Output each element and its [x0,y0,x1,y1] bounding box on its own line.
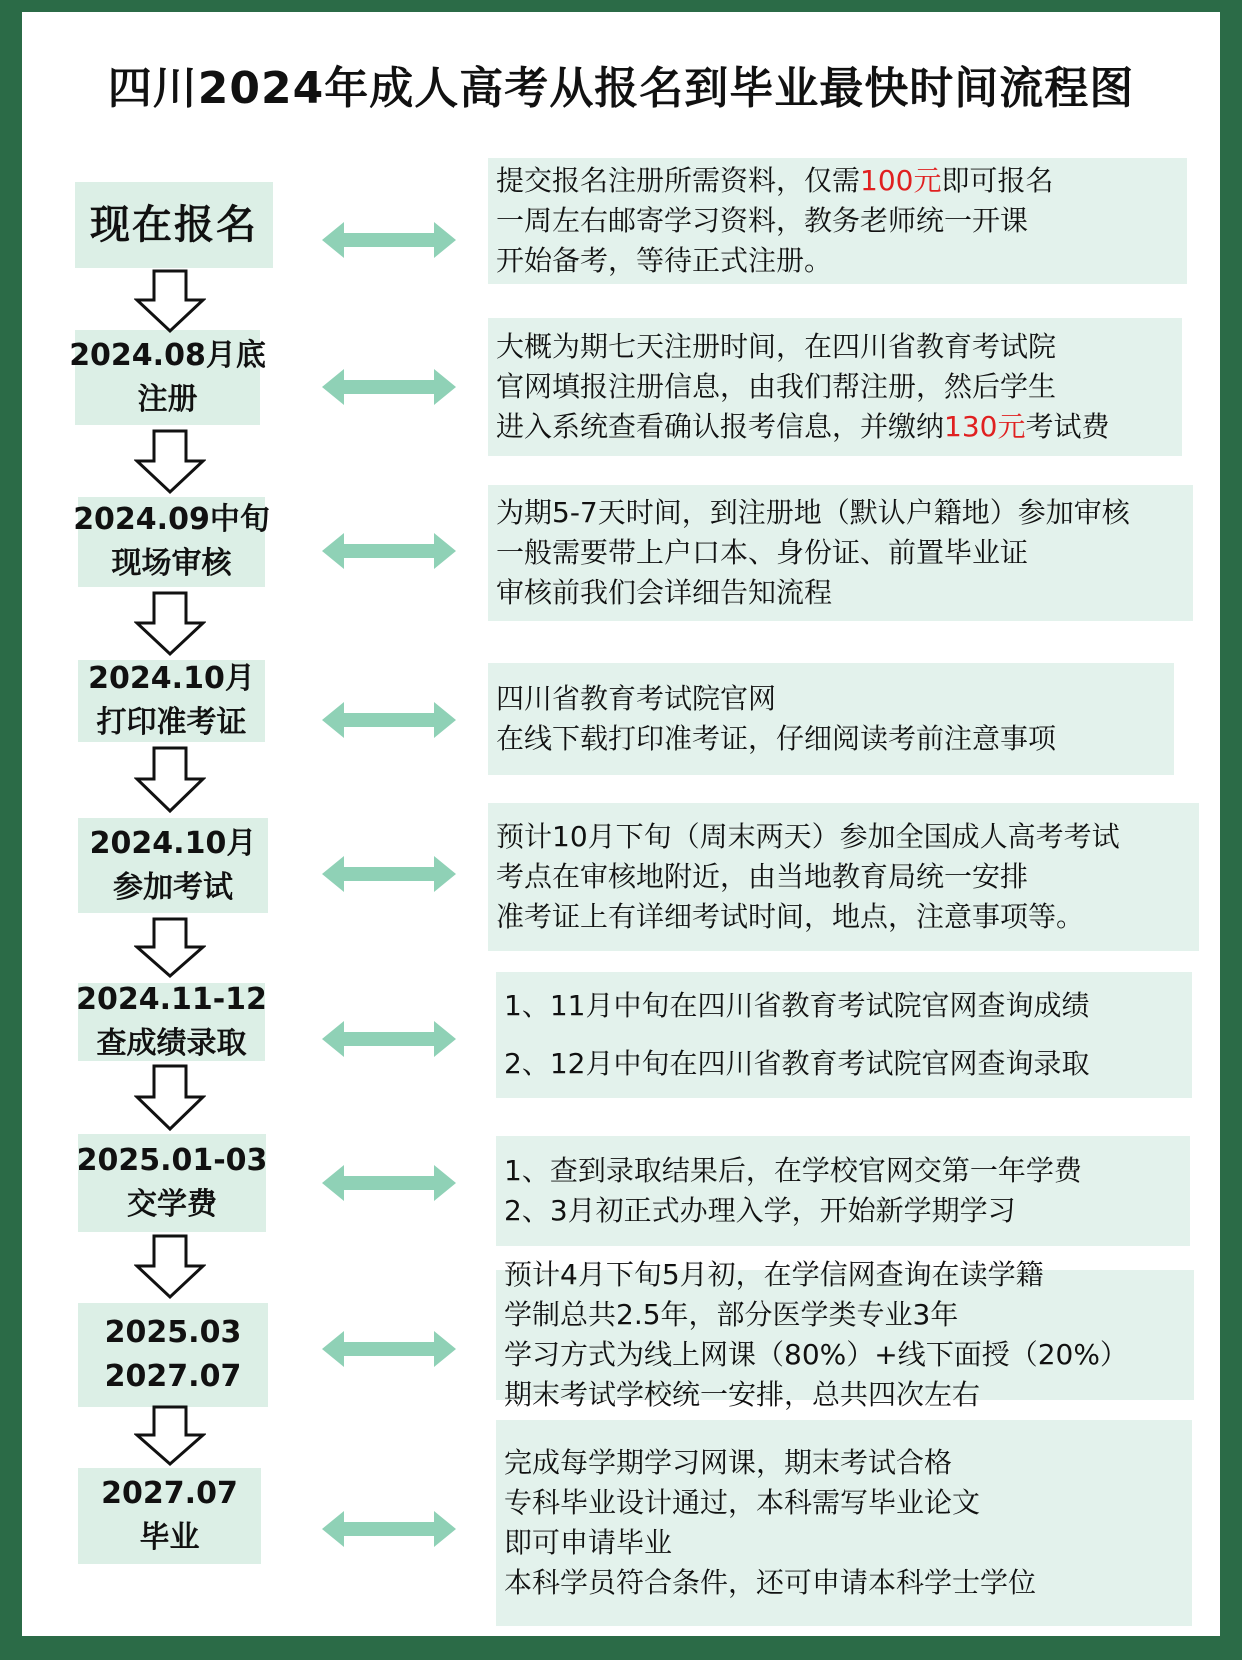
description-line [504,1523,1192,1563]
down-arrow-icon [134,429,206,495]
line-text: 为期5-7天时间，到注册地（默认户籍地）参加审核 [496,496,1130,529]
down-arrow-icon [134,746,206,814]
line-text: 在线下载打印准考证，仔细阅读考前注意事项 [496,722,1057,755]
double-arrow-icon [322,700,456,740]
line-text: 预计10月下旬（周末两天）参加全国成人高考考试 [496,820,1120,853]
description-line [504,1035,1192,1093]
description-line [496,897,1199,937]
double-arrow-icon [322,1019,456,1059]
description-line [504,1443,1192,1483]
down-arrow-icon [134,1064,206,1132]
line-text: 2、12月中旬在四川省教育考试院官网查询录取 [504,1047,1090,1080]
line-text: 学制总共2.5年，部分医学类专业3年 [504,1298,959,1331]
fee-highlight: 130元 [944,410,1026,443]
step-description [488,318,1182,456]
down-arrow-icon [134,917,206,979]
step-box [78,660,265,742]
line-text: 即可报名 [941,164,1054,197]
step-box [73,497,270,587]
step-box [69,330,266,425]
step-description [488,158,1187,284]
description-line [496,817,1199,857]
line-text: 完成每学期学习网课，期末考试合格 [504,1446,953,1479]
description-line [504,1191,1190,1231]
down-arrow-icon [134,269,206,334]
step-description [488,803,1199,951]
step-sublabel: 交学费 [127,1187,217,1222]
step-box [78,983,265,1061]
line-text: 准考证上有详细考试时间，地点，注意事项等。 [496,900,1085,933]
step-label: 2024.10月 [89,825,257,861]
step-label: 2027.07 [101,1476,238,1511]
step-description [496,1420,1192,1626]
double-arrow-icon [322,1163,456,1203]
description-line [504,1483,1192,1523]
line-text: 即可申请毕业 [504,1526,673,1559]
step-label: 2024.11-12 [76,982,267,1017]
description-line [496,161,1187,201]
line-text: 1、11月中旬在四川省教育考试院官网查询成绩 [504,989,1090,1022]
double-arrow-icon [322,367,456,407]
step-box [78,1468,261,1564]
description-line [496,533,1193,573]
line-text: 预计4月下旬5月初，在学信网查询在读学籍 [504,1258,1044,1291]
line-text: 考试费 [1025,410,1110,443]
step-box [75,182,273,268]
line-text: 学习方式为线上网课（80%）+线下面授（20%） [504,1338,1128,1371]
step-description [496,972,1192,1098]
description-line [504,1563,1192,1603]
double-arrow-icon [322,1509,456,1549]
line-text: 进入系统查看确认报考信息，并缴纳 [496,410,945,443]
line-text: 2、3月初正式办理入学，开始新学期学习 [504,1194,1016,1227]
step-sublabel: 注册 [137,381,198,417]
description-line [496,679,1174,719]
step-sublabel: 打印准考证 [96,705,247,740]
description-line [496,719,1174,759]
step-box [78,1303,268,1407]
step-label: 2025.03 [104,1315,242,1350]
line-text: 提交报名注册所需资料，仅需 [496,164,861,197]
description-line [496,201,1187,241]
line-text: 本科学员符合条件，还可申请本科学士学位 [504,1566,1037,1599]
line-text: 四川省教育考试院官网 [496,682,777,715]
step-label: 2024.10月 [88,661,255,696]
description-line [496,573,1193,613]
line-text: 考点在审核地附近，由当地教育局统一安排 [496,860,1029,893]
step-description [496,1136,1190,1246]
step-description [488,485,1193,621]
down-arrow-icon [134,1234,206,1300]
description-line [496,241,1187,281]
step-description [488,663,1174,775]
description-line [496,857,1199,897]
description-line [496,367,1182,407]
step-sublabel: 2027.07 [104,1359,242,1394]
line-text: 官网填报注册信息，由我们帮注册，然后学生 [496,370,1057,403]
fee-highlight: 100元 [860,164,942,197]
step-sublabel: 查成绩录取 [96,1026,247,1061]
double-arrow-icon [322,854,456,894]
step-sublabel: 现场审核 [111,546,232,581]
description-line [504,977,1192,1035]
description-line [504,1255,1194,1295]
line-text: 审核前我们会详细告知流程 [496,576,833,609]
line-text: 1、查到录取结果后，在学校官网交第一年学费 [504,1154,1082,1187]
description-line [504,1151,1190,1191]
line-text: 专科毕业设计通过，本科需写毕业论文 [504,1486,981,1519]
line-text: 一周左右邮寄学习资料，教务老师统一开课 [496,204,1029,237]
step-label: 2024.09中旬 [73,502,270,537]
step-box [78,818,268,913]
double-arrow-icon [322,531,456,571]
step-sublabel: 参加考试 [113,869,233,905]
description-line [504,1375,1194,1415]
line-text: 开始备考，等待正式注册。 [496,244,833,277]
double-arrow-icon [322,220,456,260]
step-label: 现在报名 [90,202,258,248]
description-line [504,1335,1194,1375]
step-sublabel: 毕业 [139,1520,200,1555]
line-text: 期末考试学校统一安排，总共四次左右 [504,1378,981,1411]
description-line [496,327,1182,367]
step-label: 2025.01-03 [76,1143,268,1178]
step-box [78,1134,266,1232]
step-description [496,1258,1194,1411]
description-line [496,493,1193,533]
step-label: 2024.08月底 [69,337,266,373]
page-title: 四川2024年成人高考从报名到毕业最快时间流程图 [107,63,1135,114]
line-text: 大概为期七天注册时间，在四川省教育考试院 [496,330,1057,363]
down-arrow-icon [134,591,206,657]
description-line [504,1295,1194,1335]
description-line [496,407,1182,447]
line-text: 一般需要带上户口本、身份证、前置毕业证 [496,536,1029,569]
down-arrow-icon [134,1405,206,1467]
double-arrow-icon [322,1329,456,1369]
